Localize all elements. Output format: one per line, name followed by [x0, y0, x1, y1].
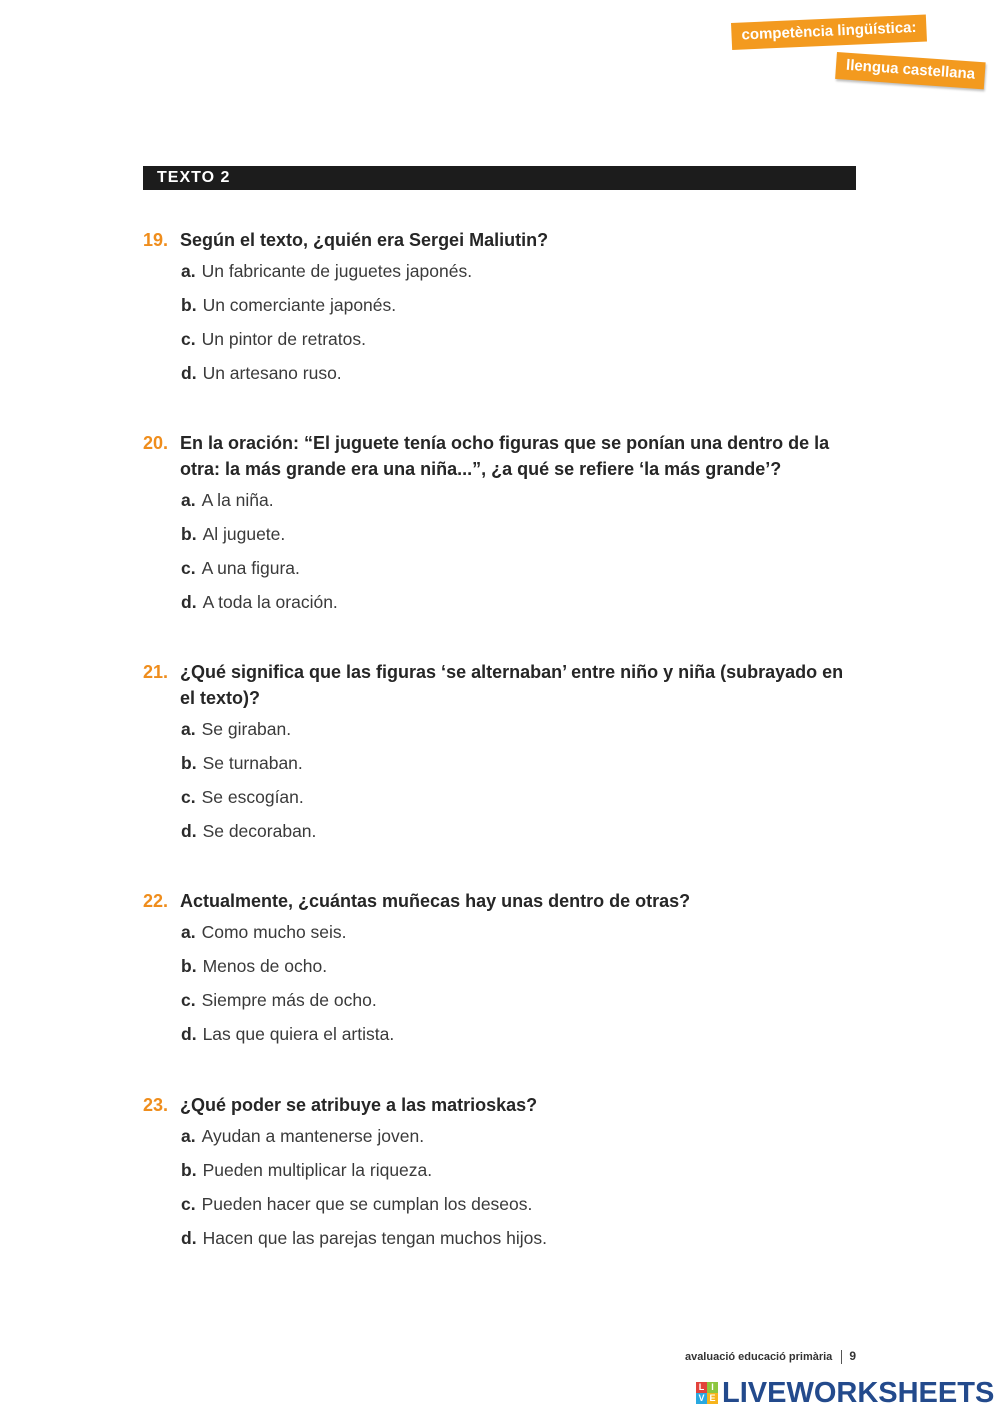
answer-option[interactable] — [181, 719, 863, 753]
logo-letter: V — [696, 1393, 707, 1404]
footer-label: avaluació educació primària — [684, 1351, 833, 1363]
answer-option[interactable] — [181, 592, 863, 626]
section-title: TEXTO 2 — [157, 169, 231, 186]
option-text: Se turnaban. — [202, 753, 303, 773]
option-text: Al juguete. — [202, 524, 286, 544]
answer-option[interactable] — [181, 1194, 863, 1228]
answer-option[interactable] — [181, 922, 863, 956]
option-letter: b. — [181, 1160, 197, 1180]
answer-options — [181, 261, 863, 397]
question-21 — [143, 659, 863, 855]
answer-options — [181, 490, 863, 626]
question-text: Según el texto, ¿quién era Sergei Maliutin? — [180, 230, 549, 250]
option-letter: d. — [181, 1228, 197, 1248]
question-text: En la oración: “El juguete tenía ocho figuras que se ponían una dentro de la otra: la más grande era una niña...”, ¿a qué se refiere ‘la más grande’? — [180, 433, 830, 479]
option-text: A una figura. — [201, 558, 300, 578]
answer-option[interactable] — [181, 956, 863, 990]
answer-option[interactable] — [181, 821, 863, 855]
option-letter: a. — [181, 719, 196, 739]
option-letter: d. — [181, 821, 197, 841]
question-19 — [143, 227, 863, 397]
page-number: 9 — [849, 1349, 856, 1363]
liveworksheets-logo-icon — [696, 1382, 718, 1404]
option-text: Se escogían. — [201, 787, 304, 807]
option-letter: c. — [181, 329, 196, 349]
option-text: Las que quiera el artista. — [202, 1024, 395, 1044]
answer-options — [181, 922, 863, 1058]
question-text: ¿Qué significa que las figuras ‘se alternaban’ entre niño y niña (subrayado en el texto)? — [180, 662, 844, 708]
option-letter: c. — [181, 1194, 196, 1214]
option-text: Un fabricante de juguetes japonés. — [201, 261, 473, 281]
option-text: Pueden hacer que se cumplan los deseos. — [201, 1194, 533, 1214]
option-letter: c. — [181, 558, 196, 578]
answer-options — [181, 719, 863, 855]
option-letter: a. — [181, 922, 196, 942]
answer-option[interactable] — [181, 1228, 863, 1262]
question-20 — [143, 430, 863, 626]
option-text: Hacen que las parejas tengan muchos hijos. — [202, 1228, 547, 1248]
option-letter: a. — [181, 490, 196, 510]
question-23 — [143, 1092, 863, 1262]
question-number: 19. — [143, 230, 169, 250]
option-text: A la niña. — [201, 490, 274, 510]
logo-letter: L — [696, 1382, 707, 1393]
option-text: Se decoraban. — [202, 821, 317, 841]
question-prompt — [143, 888, 863, 914]
section-header — [143, 166, 856, 190]
option-letter: d. — [181, 1024, 197, 1044]
answer-option[interactable] — [181, 558, 863, 592]
answer-option[interactable] — [181, 753, 863, 787]
subject-tag-line1: competència lingüística: — [731, 14, 927, 49]
page-footer — [600, 1348, 856, 1365]
question-prompt — [143, 659, 863, 711]
option-text: A toda la oración. — [202, 592, 338, 612]
question-number: 23. — [143, 1095, 169, 1115]
option-text: Ayudan a mantenerse joven. — [201, 1126, 425, 1146]
option-letter: b. — [181, 524, 197, 544]
footer-divider — [841, 1350, 842, 1364]
question-number: 20. — [143, 433, 169, 453]
option-text: Un comerciante japonés. — [202, 295, 397, 315]
option-letter: a. — [181, 261, 196, 281]
question-number: 22. — [143, 891, 169, 911]
option-letter: b. — [181, 753, 197, 773]
option-letter: c. — [181, 787, 196, 807]
logo-letter: E — [707, 1393, 718, 1404]
answer-option[interactable] — [181, 363, 863, 397]
answer-option[interactable] — [181, 1160, 863, 1194]
option-text: Pueden multiplicar la riqueza. — [202, 1160, 433, 1180]
option-letter: a. — [181, 1126, 196, 1146]
option-text: Un pintor de retratos. — [201, 329, 366, 349]
question-22 — [143, 888, 863, 1058]
question-prompt — [143, 227, 863, 253]
question-text: ¿Qué poder se atribuye a las matrioskas? — [180, 1095, 538, 1115]
answer-option[interactable] — [181, 524, 863, 558]
answer-option[interactable] — [181, 295, 863, 329]
answer-option[interactable] — [181, 261, 863, 295]
option-letter: d. — [181, 363, 197, 383]
subject-tag-line2: llengua castellana — [835, 52, 986, 89]
question-number: 21. — [143, 662, 169, 682]
answer-option[interactable] — [181, 1024, 863, 1058]
question-prompt — [143, 1092, 863, 1118]
question-text: Actualmente, ¿cuántas muñecas hay unas dentro de otras? — [180, 891, 691, 911]
option-letter: d. — [181, 592, 197, 612]
question-prompt — [143, 430, 863, 482]
option-letter: b. — [181, 956, 197, 976]
option-letter: c. — [181, 990, 196, 1010]
liveworksheets-text: LIVEWORKSHEETS — [722, 1377, 995, 1409]
option-text: Siempre más de ocho. — [201, 990, 377, 1010]
option-letter: b. — [181, 295, 197, 315]
answer-option[interactable] — [181, 490, 863, 524]
answer-option[interactable] — [181, 990, 863, 1024]
logo-letter: I — [707, 1382, 718, 1393]
answer-options — [181, 1126, 863, 1262]
answer-option[interactable] — [181, 787, 863, 821]
option-text: Menos de ocho. — [202, 956, 328, 976]
answer-option[interactable] — [181, 1126, 863, 1160]
answer-option[interactable] — [181, 329, 863, 363]
liveworksheets-watermark — [696, 1378, 994, 1408]
option-text: Se giraban. — [201, 719, 292, 739]
option-text: Como mucho seis. — [201, 922, 347, 942]
option-text: Un artesano ruso. — [202, 363, 342, 383]
